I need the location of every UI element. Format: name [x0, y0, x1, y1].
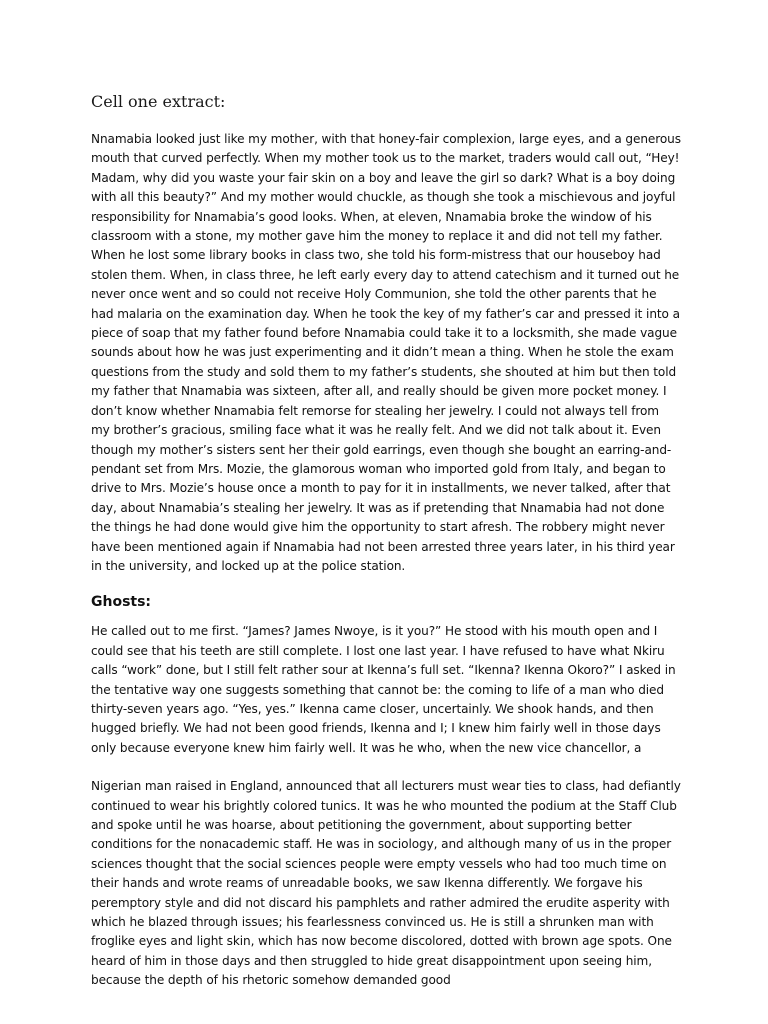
paragraph-ghosts-2: Nigerian man raised in England, announced that all lecturers must wear ties to class, had defiantly continued to wear his brightly colored tunics. It was he who mounted the podium at the Staff Club and spoke until he was hoarse, about petitioning the government, about supporting better conditions for the nonacademic staff. He was in sociology, and although many of us in the proper sciences thought that the social sciences people were empty vessels who had too much time on their hands and wrote reams of unreadable books, we saw Ikenna differently. We forgave his peremptory style and did not discard his pamphlets and rather admired the erudite asperity with which he blazed through issues; his fearlessness convinced us. He is still a shrunken man with froglike eyes and light skin, which has now become discolored, dotted with brown age spots. One heard of him in those days and then struggled to hide great disappointment upon seeing him, because the depth of his rhetoric somehow demanded good — [91, 779, 681, 988]
document-page — [91, 92, 681, 991]
page-title: Cell one extract: — [91, 92, 226, 111]
paragraph-cell-one: Nnamabia looked just like my mother, with that honey-fair complexion, large eyes, and a generous mouth that curved perfectly. When my mother took us to the market, traders would call out, “Hey! Madam, why did you waste your fair skin on a boy and leave the girl so dark? What is a boy doing with all this beauty?” And my mother would chuckle, as though she took a mischievous and joyful responsibility for Nnamabia’s good looks. When, at eleven, Nnamabia broke the window of his classroom with a stone, my mother gave him the money to replace it and did not tell my father. When he lost some library books in class two, she told his form-mistress that our houseboy had stolen them. When, in class three, he left early every day to attend catechism and it turned out he never once went and so could not receive Holy Communion, she told the other parents that he had malaria on the examination day. When he took the key of my father’s car and pressed it into a piece of soap that my father found before Nnamabia could take it to a locksmith, she made vague sounds about how he was just experimenting and it didn’t mean a thing. When he stole the exam questions from the study and sold them to my father’s students, she shouted at him but then told my father that Nnamabia was sixteen, after all, and really should be given more pocket money. I don’t know whether Nnamabia felt remorse for stealing her jewelry. I could not always tell from my brother’s gracious, smiling face what it was he really felt. And we did not talk about it. Even though my mother’s sisters sent her their gold earrings, even though she bought an earring-and-pendant set from Mrs. Mozie, the glamorous woman who imported gold from Italy, and began to drive to Mrs. Mozie’s house once a month to pay for it in installments, we never talked, after that day, about Nnamabia’s stealing her jewelry. It was as if pretending that Nnamabia had not done the things he had done would give him the opportunity to start afresh. The robbery might never have been mentioned again if Nnamabia had not been arrested three years later, in his third year in the university, and locked up at the police station. — [91, 132, 681, 573]
section-heading-ghosts: Ghosts: — [91, 594, 152, 611]
paragraph-ghosts-1: He called out to me first. “James? James Nwoye, is it you?” He stood with his mouth open and I could see that his teeth are still complete. I lost one last year. I have refused to have what Nkiru calls “work” done, but I still felt rather sour at Ikenna’s full set. “Ikenna? Ikenna Okoro?” I asked in the tentative way one suggests something that cannot be: the coming to life of a man who died thirty-seven years ago. “Yes, yes.” Ikenna came closer, uncertainly. We shook hands, and then hugged briefly. We had not been good friends, Ikenna and I; I knew him fairly well in those days only because everyone knew him fairly well. It was he who, when the new vice chancellor, a — [91, 624, 676, 755]
